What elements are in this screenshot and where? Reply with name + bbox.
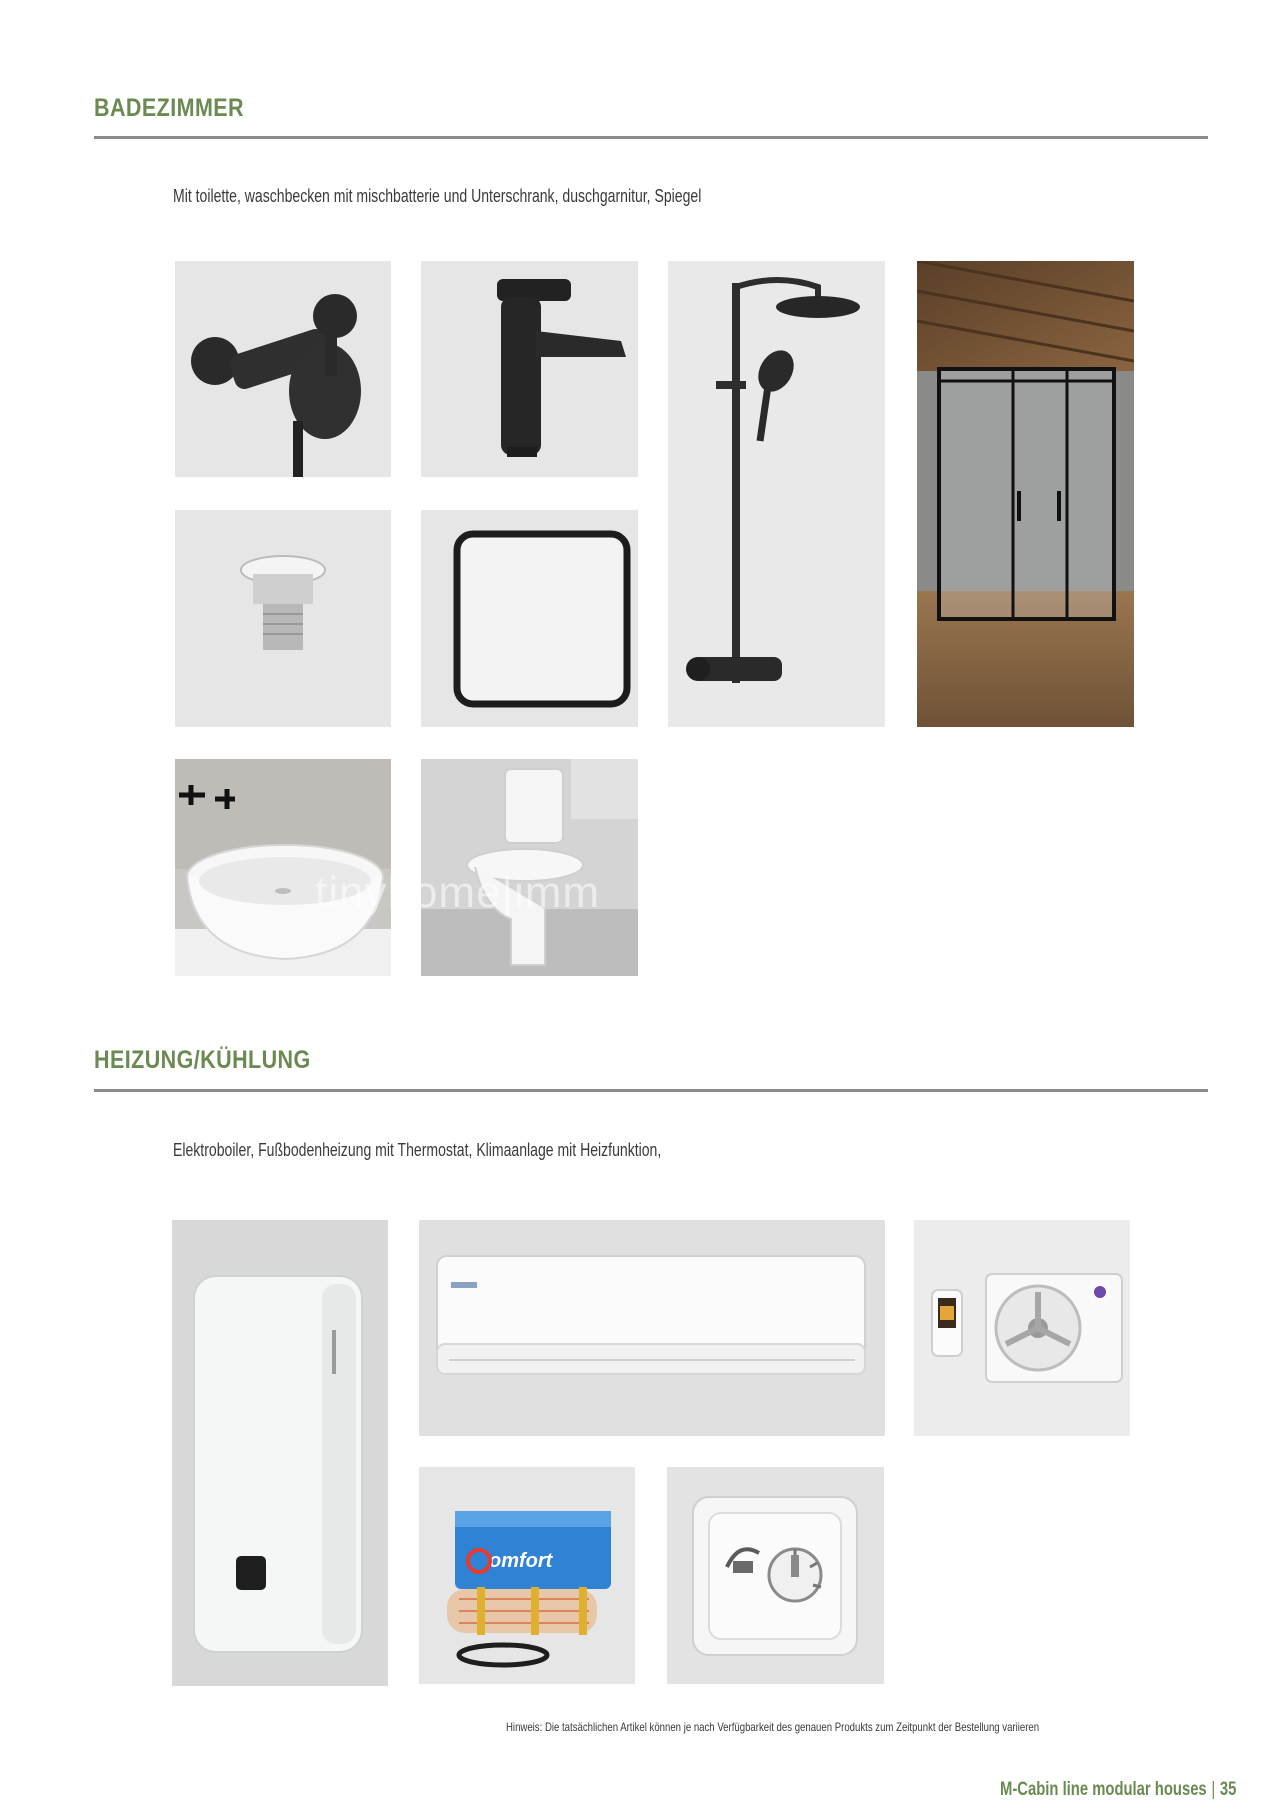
thermostat-image bbox=[667, 1467, 884, 1684]
ac-indoor-unit-image bbox=[419, 1220, 885, 1436]
footer-brand: M-Cabin line modular houses bbox=[1000, 1779, 1207, 1800]
bathroom-description: Mit toilette, waschbecken mit mischbatterie und Unterschrank, duschgarnitur, Spiegel bbox=[173, 186, 702, 206]
underfloor-heating-image bbox=[419, 1467, 635, 1684]
page-number: 35 bbox=[1219, 1779, 1237, 1800]
section-title-bathroom: BADEZIMMER bbox=[94, 94, 245, 122]
heating-description: Elektroboiler, Fußbodenheizung mit Thermostat, Klimaanlage mit Heizfunktion, bbox=[173, 1140, 662, 1160]
footer-separator: | bbox=[1211, 1779, 1216, 1800]
section-title-heating: HEIZUNG/KÜHLUNG bbox=[94, 1046, 311, 1074]
shower-column-image bbox=[668, 261, 885, 727]
watermark: tinyhome|imm bbox=[315, 868, 601, 917]
availability-note: Hinweis: Die tatsächlichen Artikel können je nach Verfügbarkeit des genauen Produkts zum Zeitpunkt der Bestellung variieren bbox=[506, 1720, 1040, 1734]
shower-mixer-image bbox=[175, 261, 391, 477]
shower-cabin-image bbox=[917, 261, 1134, 727]
section-divider-bathroom bbox=[94, 136, 1208, 139]
mirror-image bbox=[421, 510, 638, 727]
page-footer bbox=[1000, 1779, 1236, 1801]
section-divider-heating bbox=[94, 1089, 1208, 1092]
sink-drain-image bbox=[175, 510, 391, 727]
product-label-comfort: omfort bbox=[489, 1550, 553, 1572]
ac-outdoor-unit-image bbox=[914, 1220, 1130, 1436]
basin-tap-image bbox=[421, 261, 638, 477]
electric-boiler-image bbox=[172, 1220, 388, 1686]
